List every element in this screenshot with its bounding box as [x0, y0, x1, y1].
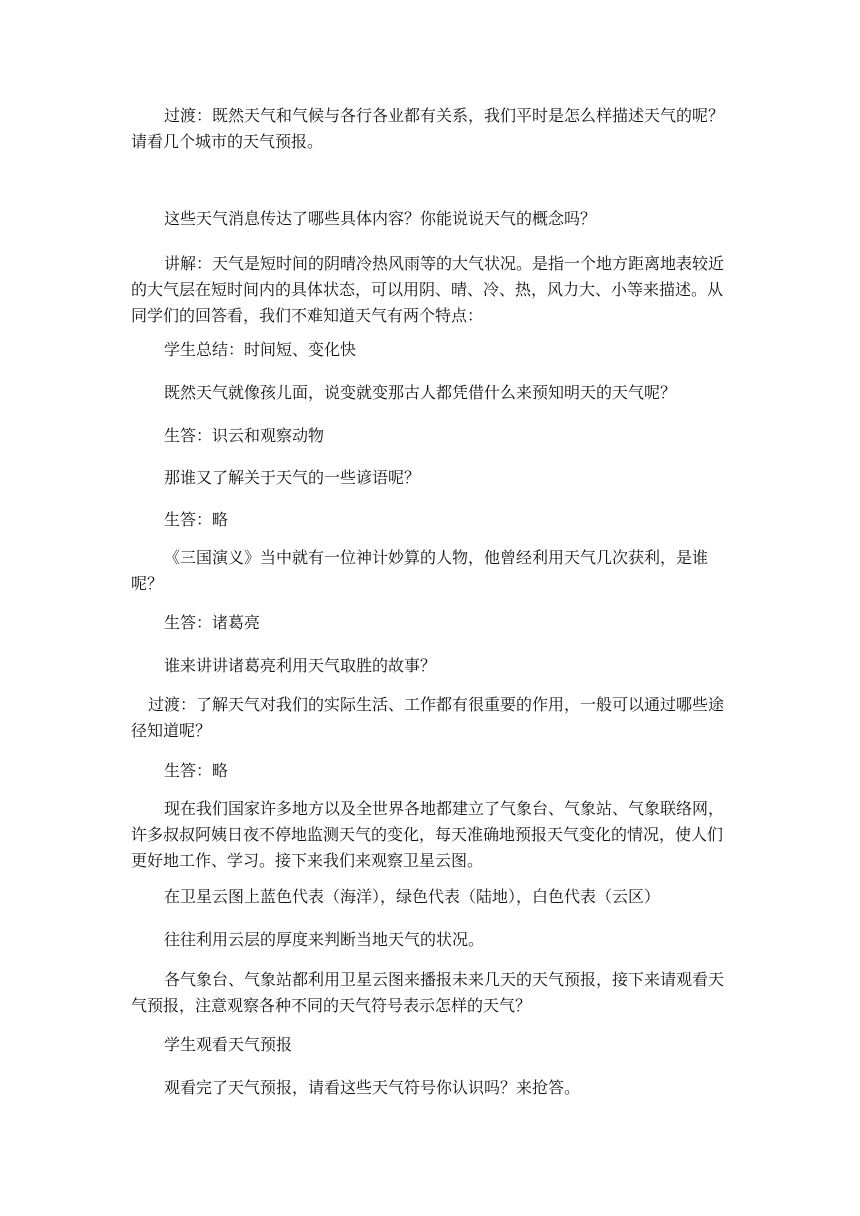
paragraph-transition-2: 过渡：了解天气对我们的实际生活、工作都有很重要的作用，一般可以通过哪些途径知道呢？ [131, 695, 725, 740]
paragraph-satellite-colors: 在卫星云图上蓝色代表（海洋），绿色代表（陆地），白色代表（云区） [164, 887, 661, 906]
paragraph-symbols-quiz: 观看完了天气预报，请看这些天气符号你认识吗？来抢答。 [164, 1078, 581, 1097]
paragraph-students-watch: 学生观看天气预报 [164, 1035, 293, 1054]
paragraph-transition-1: 过渡：既然天气和气候与各行各业都有关系，我们平时是怎么样描述天气的呢？请看几个城市的天气预报。 [131, 106, 725, 151]
paragraph-student-summary: 学生总结：时间短、变化快 [164, 340, 357, 359]
paragraph-cloud-thickness: 往往利用云层的厚度来判断当地天气的状况。 [164, 930, 485, 949]
paragraph-answer-omitted-2: 生答：略 [164, 761, 229, 780]
paragraph-answer-omitted-1: 生答：略 [164, 510, 229, 529]
paragraph-question-content: 这些天气消息传达了哪些具体内容？你能说说天气的概念吗？ [164, 209, 597, 228]
paragraph-explanation: 讲解：天气是短时间的阴晴冷热风雨等的大气状况。是指一个地方距离地表较近的大气层在短时间内的具体状态，可以用阴、晴、冷、热，风力大、小等来描述。从同学们的回答看，我们不难知道天气有两个特点： [131, 254, 725, 325]
paragraph-forecast-broadcast: 各气象台、气象站都利用卫星云图来播报未来几天的天气预报，接下来请观看天气预报，注意观察各种不同的天气符号表示怎样的天气？ [131, 970, 725, 1015]
paragraph-question-ancients: 既然天气就像孩儿面，说变就变那古人都凭借什么来预知明天的天气呢？ [164, 383, 677, 402]
paragraph-question-story: 谁来讲讲诸葛亮利用天气取胜的故事？ [164, 656, 437, 675]
paragraph-weather-stations: 现在我们国家许多地方以及全世界各地都建立了气象台、气象站、气象联络网，许多叔叔阿姨日夜不停地监测天气的变化，每天准确地预报天气变化的情况，使人们更好地工作、学习。接下来我们来观察卫星云图。 [131, 799, 725, 870]
paragraph-question-proverbs: 那谁又了解关于天气的一些谚语呢？ [164, 468, 421, 487]
paragraph-answer-clouds: 生答：识云和观察动物 [164, 426, 325, 445]
paragraph-question-three-kingdoms: 《三国演义》当中就有一位神计妙算的人物，他曾经利用天气几次获利，是谁呢？ [131, 548, 709, 593]
paragraph-answer-zhuge-liang: 生答：诸葛亮 [164, 613, 261, 632]
